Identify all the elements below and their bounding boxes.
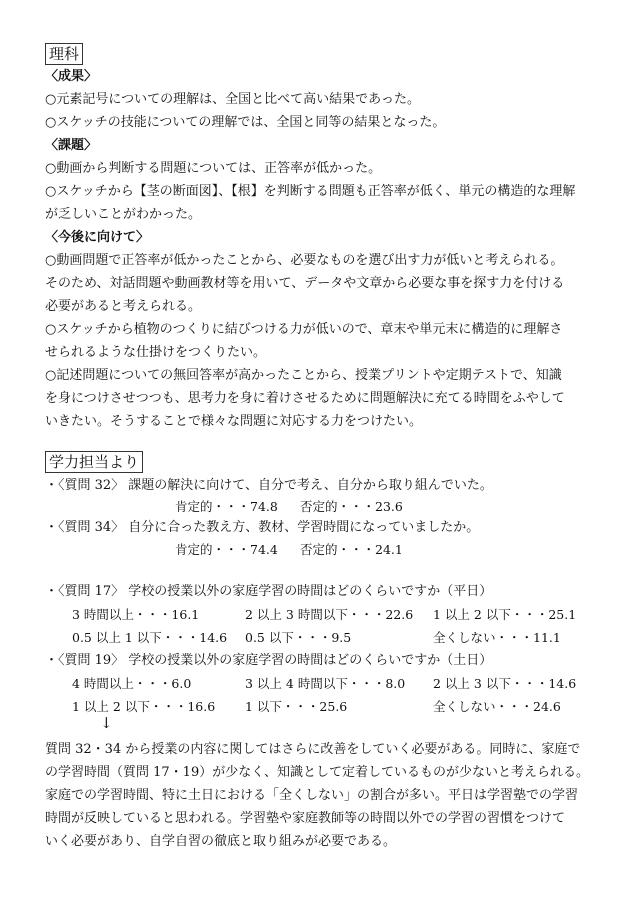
q17-cell: 全くしない・・・11.1 xyxy=(433,630,561,645)
issues-line-3: が乏しいことがわかった。 xyxy=(45,207,202,222)
science-section-title: 理科 xyxy=(45,43,83,65)
q17-label: ・〈質問 17〉 学校の授業以外の家庭学習の時間はどのくらいですか（平日） xyxy=(45,584,493,599)
future-line-7: を身につけさせつつも、思考力を身に着けさせるために問題解決に充てる時間をふやして xyxy=(45,391,565,406)
q17-cell: 0.5 以上 1 以下・・・14.6 xyxy=(72,630,228,645)
q17-cell: 3 時間以上・・・16.1 xyxy=(72,607,200,622)
future-line-2: そのため、対話問題や動画教材等を用いて、データや文章から必要な事を探す力を付ける xyxy=(45,276,565,291)
conclusion-line-5: いく必要があり、自学自習の徹底と取り組みが必要である。 xyxy=(45,834,397,849)
future-line-6: ○記述問題についての無回答率が高かったことから、授業プリントや定期テストで、知識 xyxy=(45,368,562,383)
q19-cell: 2 以上 3 以下・・・14.6 xyxy=(433,676,577,691)
q17-cell: 1 以上 2 以下・・・25.1 xyxy=(433,607,577,622)
conclusion-line-1: 質問 32・34 から授業の内容に関してはさらに改善をしていく必要がある。同時に、家庭で xyxy=(45,742,581,757)
conclusion-line-4: 時間が反映していると思われる。学習塾や家庭教師等の時間以外での学習の習慣をつけて xyxy=(45,811,566,826)
results-line-2: ○スケッチの技能についての理解では、全国と同等の結果となった。 xyxy=(45,115,446,130)
q19-cell: 1 以上 2 以下・・・16.6 xyxy=(72,699,216,714)
results-line-1: ○元素記号についての理解は、全国と比べて高い結果であった。 xyxy=(45,92,420,107)
down-arrow-icon: ↓ xyxy=(100,714,113,732)
future-line-3: 必要があると考えられる。 xyxy=(45,299,202,314)
issues-line-2: ○スケッチから【茎の断面図】、【根】を判断する問題も正答率が低く、単元の構造的な理解 xyxy=(45,184,576,199)
conclusion-line-2: の学習時間（質問 17・19）が少なく、知識として定着しているものが少ないと考えられる。 xyxy=(45,765,589,780)
issues-line-1: ○動画から判断する問題については、正答率が低かった。 xyxy=(45,161,382,176)
academic-section-title: 学力担当より xyxy=(45,451,143,473)
results-heading: 〈成果〉 xyxy=(45,69,98,84)
q19-cell: 3 以上 4 時間以下・・・8.0 xyxy=(245,676,406,691)
future-line-8: いきたい。そうすることで様々な問題に対応する力をつけたい。 xyxy=(45,414,423,429)
q19-label: ・〈質問 19〉 学校の授業以外の家庭学習の時間はどのくらいですか（土日） xyxy=(45,653,493,668)
q17-cell: 2 以上 3 時間以下・・・22.6 xyxy=(245,607,414,622)
issues-heading: 〈課題〉 xyxy=(45,138,98,153)
q17-cell: 0.5 以下・・・9.5 xyxy=(245,630,352,645)
q32-negative: 否定的・・・23.6 xyxy=(300,499,403,514)
q34-positive: 肯定的・・・74.4 xyxy=(175,542,278,557)
q34-label: ・〈質問 34〉 自分に合った教え方、教材、学習時間になっていましたか。 xyxy=(45,520,480,535)
future-line-1: ○動画問題で正答率が低かったことから、必要なものを選び出す力が低いと考えられる。 xyxy=(45,253,564,268)
q34-negative: 否定的・・・24.1 xyxy=(300,542,403,557)
conclusion-line-3: 家庭での学習時間、特に土日における「全くしない」の割合が多い。平日は学習塾での学習 xyxy=(45,788,579,803)
q19-cell: 4 時間以上・・・6.0 xyxy=(72,676,192,691)
q19-cell: 1 以下・・・25.6 xyxy=(245,699,348,714)
future-heading: 〈今後に向けて〉 xyxy=(45,230,150,245)
future-line-5: せられるような仕掛けをつくりたい。 xyxy=(45,345,267,360)
future-line-4: ○スケッチから植物のつくりに結びつける力が低いので、章末や単元末に構造的に理解さ xyxy=(45,322,563,337)
q19-cell: 全くしない・・・24.6 xyxy=(433,699,561,714)
q32-label: ・〈質問 32〉 課題の解決に向けて、自分で考え、自分から取り組んでいた。 xyxy=(45,478,493,493)
q32-positive: 肯定的・・・74.8 xyxy=(175,499,278,514)
